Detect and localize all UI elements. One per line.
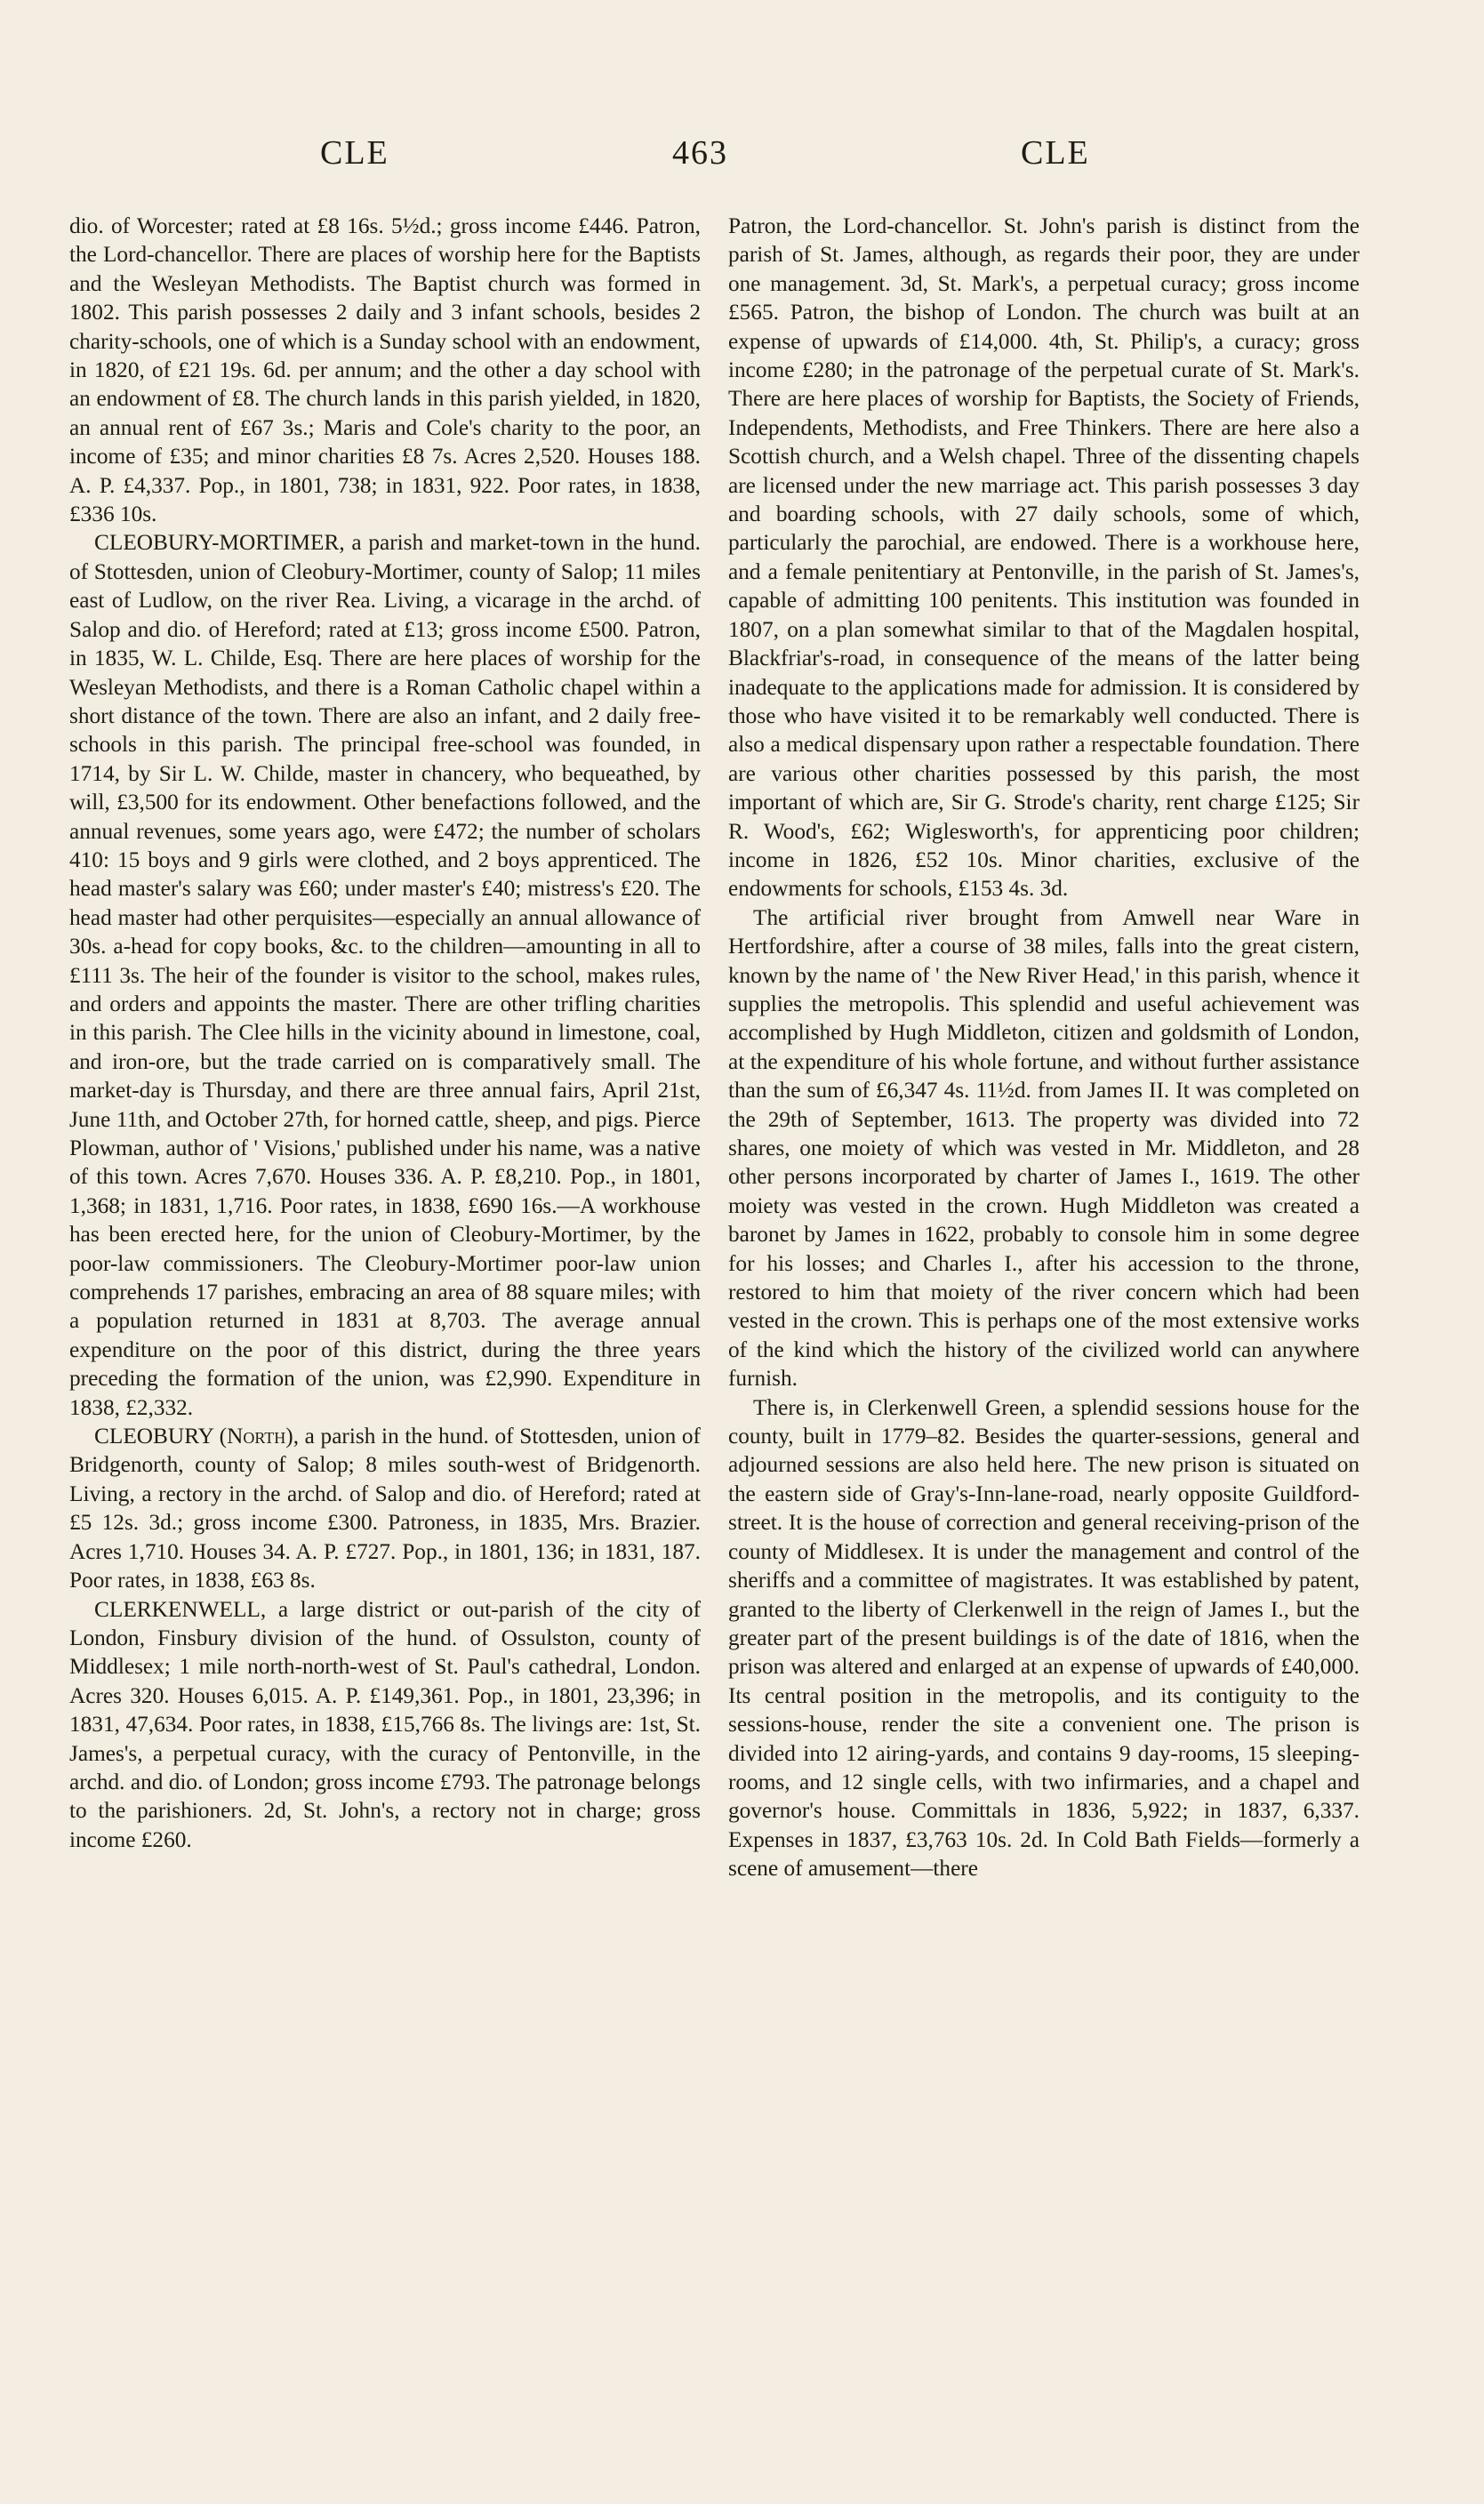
header-left-keyword: CLE [320, 134, 389, 172]
new-river-paragraph: The artificial river brought from Amwell near Ware in Hertfordshire, after a course of 38 miles, falls into the great cistern, known by the name of ' the New River Head,' in this parish, whence it supplies the metropolis. This splendid and useful achievement was accomplished by Hugh Middleton, citizen and goldsmith of London, at the expenditure of his whole fortune, and without further assistance than the sum of £6,347 4s. 11½d. from James II. It was completed on the 29th of September, 1613. The property was divided into 72 shares, one moiety of which was vested in Mr. Middleton, and 28 other persons incorporated by charter of James I., 1619. The other moiety was vested in the crown. Hugh Middleton was created a baronet by James in 1622, probably to console him in some degree for his losses; and Charles I., after his accession to the throne, restored to him that moiety of the river concern which had been vested in the crown. This is perhaps one of the most extensive works of the kind which the history of the civilized world can anywhere furnish. [728, 904, 1360, 1392]
right-column [728, 212, 1360, 1883]
entry-cleobury-north [69, 1422, 701, 1594]
page-number: 463 [672, 134, 728, 172]
entry-cleobury-north-rest: ), a parish in the hund. of Stottesden, union of Bridgenorth, county of Salop; 8 miles south-west of Bridgenorth. Living, a rectory in the archd. of Salop and dio. of Hereford; rated at £5 12s. 3d.; gross income £300. Patroness, in 1835, Mrs. Brazier. Acres 1,710. Houses 34. A. P. £727. Pop., in 1801, 136; in 1831, 187. Poor rates, in 1838, £63 8s. [69, 1424, 701, 1593]
entry-cleobury-north-smallcaps: North [227, 1424, 286, 1449]
running-header [0, 133, 1484, 187]
clerkenwell-livings-paragraph: Patron, the Lord-chancellor. St. John's parish is distinct from the parish of St. James, although, as regards their poor, they are under one management. 3d, St. Mark's, a perpetual curacy; gross income £565. Patron, the bishop of London. The church was built at an expense of upwards of £14,000. 4th, St. Philip's, a curacy; gross income £280; in the patronage of the perpetual curate of St. Mark's. There are here places of worship for Baptists, the Society of Friends, Independents, Methodists, and Free Thinkers. There are here also a Scottish church, and a Welsh chapel. Three of the dissenting chapels are licensed under the new marriage act. This parish possesses 3 day and boarding schools, with 27 daily schools, some of which, particularly the parochial, are endowed. There is a workhouse here, and a female penitentiary at Pentonville, in the parish of St. James's, capable of admitting 100 penitents. This institution was founded in 1807, on a plan somewhat similar to that of the Magdalen hospital, Blackfriar's-road, in consequence of the means of the latter being inadequate to the applications made for admission. It is considered by those who have visited it to be remarkably well conducted. There is also a medical dispensary upon rather a respectable foundation. There are various other charities possessed by this parish, the most important of which are, Sir G. Strode's charity, rent charge £125; Sir R. Wood's, £62; Wiglesworth's, for apprenticing poor children; income in 1826, £52 10s. Minor charities, exclusive of the endowments for schools, £153 4s. 3d. [728, 213, 1360, 902]
header-right-keyword: CLE [1021, 134, 1090, 172]
entry-cleobury-mortimer: CLEOBURY-MORTIMER, a parish and market-town in the hund. of Stottesden, union of Cleobury-Mortimer, county of Salop; 11 miles east of Ludlow, on the river Rea. Living, a vicarage in the archd. of Salop and dio. of Hereford; rated at £13; gross income £500. Patron, in 1835, W. L. Childe, Esq. There are here places of worship for the Wesleyan Methodists, and there is a Roman Catholic chapel within a short distance of the town. There are also an infant, and 2 daily free-schools in this parish. The principal free-school was founded, in 1714, by Sir L. W. Childe, master in chancery, who bequeathed, by will, £3,500 for its endowment. Other benefactions followed, and the annual revenues, some years ago, were £472; the number of scholars 410: 15 boys and 9 girls were clothed, and 2 boys apprenticed. The head master's salary was £60; under master's £40; mistress's £20. The head master had other perquisites—especially an annual allowance of 30s. a-head for copy books, &c. to the children—amounting in all to £111 3s. The heir of the founder is visitor to the school, makes rules, and orders and appoints the master. There are other trifling charities in this parish. The Clee hills in the vicinity abound in limestone, coal, and iron-ore, but the trade carried on is comparatively small. The market-day is Thursday, and there are three annual fairs, April 21st, June 11th, and October 27th, for horned cattle, sheep, and pigs. Pierce Plowman, author of ' Visions,' published under his name, was a native of this town. Acres 7,670. Houses 336. A. P. £8,210. Pop., in 1801, 1,368; in 1831, 1,716. Poor rates, in 1838, £690 16s.—A workhouse has been erected here, for the union of Cleobury-Mortimer, by the poor-law commissioners. The Cleobury-Mortimer poor-law union comprehends 17 parishes, embracing an area of 88 square miles; with a population returned in 1831 at 8,703. The average annual expenditure on the poor of this district, during the three years preceding the formation of the union, was £2,990. Expenditure in 1838, £2,332. [69, 530, 701, 1420]
left-column [69, 212, 701, 1854]
entry-clerkenwell: CLERKENWELL, a large district or out-parish of the city of London, Finsbury division of the hund. of Ossulston, county of Middlesex; 1 mile north-north-west of St. Paul's cathedral, London. Acres 320. Houses 6,015. A. P. £149,361. Pop., in 1801, 23,396; in 1831, 47,634. Poor rates, in 1838, £15,766 8s. The livings are: 1st, St. James's, a perpetual curacy, with the curacy of Pentonville, in the archd. and dio. of London; gross income £793. The patronage belongs to the parishioners. 2d, St. John's, a rectory not in charge; gross income £260. [69, 1596, 701, 1852]
entry-continuation-paragraph: dio. of Worcester; rated at £8 16s. 5½d.; gross income £446. Patron, the Lord-chancellor. There are places of worship here for the Baptists and the Wesleyan Methodists. The Baptist church was formed in 1802. This parish possesses 2 daily and 3 infant schools, besides 2 charity-schools, one of which is a Sunday school with an endowment, in 1820, of £21 19s. 6d. per annum; and the other a day school with an endowment of £8. The church lands in this parish yielded, in 1820, an annual rent of £67 3s.; Maris and Cole's charity to the poor, an income of £35; and minor charities £8 7s. Acres 2,520. Houses 188. A. P. £4,337. Pop., in 1801, 738; in 1831, 922. Poor rates, in 1838, £336 10s. [69, 213, 701, 527]
entry-cleobury-north-lead: CLEOBURY ( [94, 1424, 228, 1449]
sessions-house-paragraph: There is, in Clerkenwell Green, a splendid sessions house for the county, built in 1779–82. Besides the quarter-sessions, general and adjourned sessions are also held here. The new prison is situated on the eastern side of Gray's-Inn-lane-road, nearly opposite Guildford-street. It is the house of correction and general receiving-prison of the county of Middlesex. It is under the management and control of the sheriffs and a committee of magistrates. It was established by patent, granted to the liberty of Clerkenwell in the reign of James I., but the greater part of the present buildings is of the date of 1816, when the prison was altered and enlarged at an expense of upwards of £40,000. Its central position in the metropolis, and its contiguity to the sessions-house, render the site a convenient one. The prison is divided into 12 airing-yards, and contains 9 day-rooms, 15 sleeping-rooms, and 12 single cells, with two infirmaries, and a chapel and governor's house. Committals in 1836, 5,922; in 1837, 6,337. Expenses in 1837, £3,763 10s. 2d. In Cold Bath Fields—formerly a scene of amusement—there [728, 1394, 1360, 1882]
